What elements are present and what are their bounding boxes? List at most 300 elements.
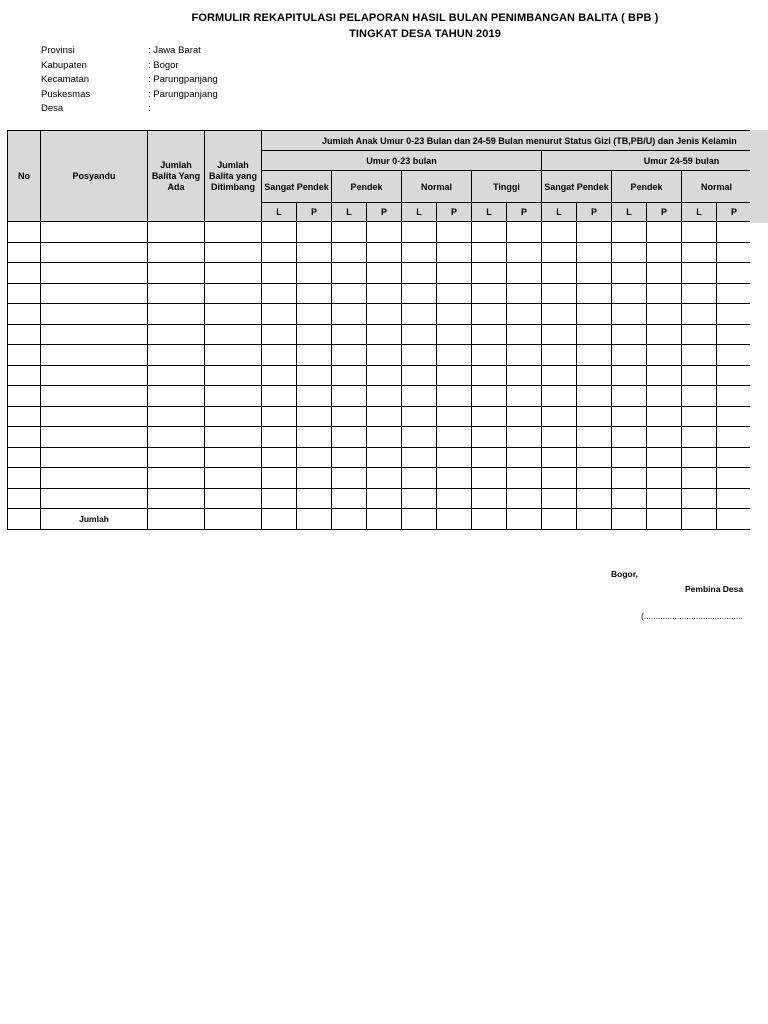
table-cell[interactable] [41,283,148,304]
table-cell[interactable] [437,406,472,427]
table-cell[interactable] [682,242,717,263]
table-cell[interactable] [507,324,542,345]
table-cell[interactable] [148,447,205,468]
table-cell[interactable] [367,324,402,345]
table-cell[interactable] [8,304,41,325]
table-cell[interactable] [332,447,367,468]
table-cell[interactable] [437,447,472,468]
table-cell[interactable] [297,488,332,509]
table-cell[interactable] [402,304,437,325]
table-cell[interactable] [205,304,262,325]
total-cell[interactable] [682,509,717,530]
table-cell[interactable] [332,324,367,345]
table-cell[interactable] [297,386,332,407]
table-cell[interactable] [647,447,682,468]
table-cell[interactable] [205,427,262,448]
table-cell[interactable] [682,345,717,366]
table-cell[interactable] [682,263,717,284]
table-cell[interactable] [717,447,751,468]
table-cell[interactable] [577,283,612,304]
table-cell[interactable] [577,488,612,509]
table-cell[interactable] [205,345,262,366]
table-cell[interactable] [367,222,402,243]
table-cell[interactable] [507,488,542,509]
table-cell[interactable] [41,406,148,427]
table-cell[interactable] [542,406,577,427]
table-cell[interactable] [647,406,682,427]
table-cell[interactable] [507,345,542,366]
table-cell[interactable] [542,263,577,284]
table-cell[interactable] [332,365,367,386]
header-umur-24-59: Umur 24-59 bulan [542,151,751,171]
table-cell[interactable] [41,488,148,509]
signature-place: Bogor, [611,569,638,579]
table-cell[interactable] [647,304,682,325]
header-p: P [647,203,682,222]
table-cell[interactable] [297,406,332,427]
info-label: Provinsi [41,45,75,56]
table-cell[interactable] [262,222,297,243]
table-cell[interactable] [542,427,577,448]
table-cell[interactable] [647,468,682,489]
table-cell[interactable] [8,386,41,407]
table-cell[interactable] [205,263,262,284]
table-cell[interactable] [577,468,612,489]
table-cell[interactable] [437,263,472,284]
table-cell[interactable] [262,365,297,386]
table-cell[interactable] [8,263,41,284]
table-cell[interactable] [472,242,507,263]
total-cell[interactable] [148,509,205,530]
table-cell[interactable] [682,386,717,407]
table-cell[interactable] [262,427,297,448]
info-row-puskesmas [41,88,218,103]
table-cell[interactable] [402,447,437,468]
table-cell[interactable] [367,427,402,448]
table-cell[interactable] [262,406,297,427]
table-cell[interactable] [205,242,262,263]
table-cell[interactable] [472,447,507,468]
table-cell[interactable] [148,283,205,304]
table-cell[interactable] [8,447,41,468]
header-l: L [682,203,717,222]
table-cell[interactable] [205,222,262,243]
info-row-kecamatan [41,73,218,88]
table-cell[interactable] [647,427,682,448]
table-cell[interactable] [612,468,647,489]
header-sangat-pendek-24-59: Sangat Pendek [542,171,612,203]
total-cell[interactable] [8,509,41,530]
table-cell[interactable] [148,386,205,407]
table-cell[interactable] [332,283,367,304]
table-cell[interactable] [148,222,205,243]
table-cell[interactable] [682,304,717,325]
table-cell[interactable] [542,447,577,468]
header-jumlah-balita-ada: Jumlah Balita Yang Ada [148,131,205,222]
table-cell[interactable] [612,427,647,448]
table-cell[interactable] [262,283,297,304]
table-cell[interactable] [297,427,332,448]
header-pendek-0-23: Pendek [332,171,402,203]
table-cell[interactable] [41,365,148,386]
table-cell[interactable] [8,406,41,427]
table-cell[interactable] [148,468,205,489]
table-cell[interactable] [402,345,437,366]
table-cell[interactable] [297,324,332,345]
table-cell[interactable] [682,447,717,468]
table-cell[interactable] [612,304,647,325]
table-cell[interactable] [8,488,41,509]
table-cell[interactable] [41,242,148,263]
table-cell[interactable] [612,324,647,345]
table-cell[interactable] [41,468,148,489]
table-cell[interactable] [682,427,717,448]
table-cell[interactable] [367,304,402,325]
table-cell[interactable] [612,283,647,304]
header-no: No [8,131,41,222]
table-cell[interactable] [542,365,577,386]
table-cell[interactable] [41,427,148,448]
table-cell[interactable] [332,222,367,243]
table-cell[interactable] [148,427,205,448]
table-cell[interactable] [402,222,437,243]
table-cell[interactable] [577,222,612,243]
table-cell[interactable] [297,242,332,263]
recap-table [7,130,750,530]
table-cell[interactable] [41,386,148,407]
table-cell[interactable] [577,386,612,407]
table-cell[interactable] [612,222,647,243]
table-cell[interactable] [577,427,612,448]
table-cell[interactable] [367,283,402,304]
table-cell[interactable] [148,304,205,325]
table-cell[interactable] [297,304,332,325]
table-cell[interactable] [682,222,717,243]
table-cell[interactable] [148,406,205,427]
total-cell[interactable] [332,509,367,530]
table-cell[interactable] [717,365,751,386]
table-cell[interactable] [332,406,367,427]
table-cell[interactable] [437,345,472,366]
table-cell[interactable] [262,386,297,407]
table-cell[interactable] [367,263,402,284]
table-cell[interactable] [297,222,332,243]
table-cell[interactable] [507,283,542,304]
table-cell[interactable] [8,468,41,489]
table-cell[interactable] [8,283,41,304]
table-cell[interactable] [41,345,148,366]
table-cell[interactable] [8,345,41,366]
table-cell[interactable] [148,488,205,509]
table-cell[interactable] [367,468,402,489]
table-cell[interactable] [647,488,682,509]
table-cell[interactable] [402,324,437,345]
table-cell[interactable] [332,468,367,489]
table-cell[interactable] [612,386,647,407]
table-cell[interactable] [472,468,507,489]
table-cell[interactable] [717,488,751,509]
table-cell[interactable] [472,406,507,427]
table-row [8,283,751,304]
table-cell[interactable] [332,242,367,263]
table-cell[interactable] [262,324,297,345]
table-cell[interactable] [542,242,577,263]
table-cell[interactable] [577,263,612,284]
table-cell[interactable] [612,365,647,386]
table-cell[interactable] [297,263,332,284]
total-cell[interactable] [717,509,751,530]
table-cell[interactable] [507,427,542,448]
table-cell[interactable] [205,447,262,468]
total-cell[interactable] [472,509,507,530]
table-cell[interactable] [647,242,682,263]
table-cell[interactable] [647,365,682,386]
total-cell[interactable] [367,509,402,530]
table-cell[interactable] [472,345,507,366]
table-cell[interactable] [205,386,262,407]
table-cell[interactable] [402,468,437,489]
table-cell[interactable] [717,345,751,366]
total-cell[interactable] [437,509,472,530]
table-cell[interactable] [682,468,717,489]
table-cell[interactable] [507,222,542,243]
table-cell[interactable] [262,304,297,325]
table-row [8,324,751,345]
table-cell[interactable] [205,468,262,489]
total-cell[interactable] [507,509,542,530]
table-cell[interactable] [402,263,437,284]
table-cell[interactable] [542,324,577,345]
table-row [8,488,751,509]
table-cell[interactable] [472,365,507,386]
table-cell[interactable] [148,263,205,284]
total-cell[interactable] [205,509,262,530]
table-cell[interactable] [682,365,717,386]
table-cell[interactable] [472,488,507,509]
table-cell[interactable] [367,386,402,407]
total-cell[interactable] [402,509,437,530]
table-cell[interactable] [612,263,647,284]
table-cell[interactable] [332,427,367,448]
table-cell[interactable] [577,345,612,366]
table-cell[interactable] [332,345,367,366]
table-cell[interactable] [402,365,437,386]
table-cell[interactable] [507,386,542,407]
table-cell[interactable] [717,263,751,284]
table-cell[interactable] [367,406,402,427]
table-cell[interactable] [472,283,507,304]
header-posyandu: Posyandu [41,131,148,222]
table-cell[interactable] [437,242,472,263]
table-cell[interactable] [612,242,647,263]
table-cell[interactable] [542,283,577,304]
table-cell[interactable] [8,365,41,386]
table-cell[interactable] [612,406,647,427]
table-cell[interactable] [262,242,297,263]
table-cell[interactable] [41,222,148,243]
total-row [8,509,751,530]
table-cell[interactable] [717,304,751,325]
table-cell[interactable] [472,386,507,407]
table-cell[interactable] [262,263,297,284]
table-cell[interactable] [682,406,717,427]
table-cell[interactable] [717,283,751,304]
table-cell[interactable] [577,304,612,325]
table-cell[interactable] [367,242,402,263]
table-cell[interactable] [402,242,437,263]
table-cell[interactable] [297,345,332,366]
total-cell[interactable] [577,509,612,530]
table-cell[interactable] [262,488,297,509]
table-cell[interactable] [332,304,367,325]
table-cell[interactable] [717,427,751,448]
info-row-provinsi [41,44,218,59]
table-cell[interactable] [262,447,297,468]
table-cell[interactable] [542,345,577,366]
table-cell[interactable] [717,222,751,243]
table-cell[interactable] [647,263,682,284]
table-cell[interactable] [647,345,682,366]
total-cell[interactable] [647,509,682,530]
table-cell[interactable] [437,365,472,386]
table-row [8,263,751,284]
table-cell[interactable] [577,242,612,263]
table-cell[interactable] [402,427,437,448]
header-l: L [402,203,437,222]
table-cell[interactable] [507,447,542,468]
table-cell[interactable] [437,386,472,407]
table-cell[interactable] [437,427,472,448]
info-row-kabupaten [41,59,218,74]
table-cell[interactable] [402,488,437,509]
table-cell[interactable] [41,324,148,345]
table-cell[interactable] [437,468,472,489]
table-header [8,131,751,222]
table-cell[interactable] [542,222,577,243]
table-cell[interactable] [402,283,437,304]
table-cell[interactable] [41,447,148,468]
table-cell[interactable] [437,222,472,243]
table-cell[interactable] [682,324,717,345]
form-subtitle: TINGKAT DESA TAHUN 2019 [349,28,501,40]
table-cell[interactable] [577,447,612,468]
table-cell[interactable] [647,283,682,304]
info-value: : [148,103,151,114]
table-cell[interactable] [402,406,437,427]
table-cell[interactable] [717,242,751,263]
total-cell[interactable] [542,509,577,530]
table-cell[interactable] [297,283,332,304]
table-cell[interactable] [647,324,682,345]
table-cell[interactable] [612,447,647,468]
table-cell[interactable] [472,304,507,325]
table-cell[interactable] [205,406,262,427]
table-row [8,345,751,366]
total-cell[interactable] [612,509,647,530]
table-cell[interactable] [577,406,612,427]
table-cell[interactable] [8,242,41,263]
header-normal-0-23: Normal [402,171,472,203]
table-cell[interactable] [8,324,41,345]
table-cell[interactable] [367,488,402,509]
table-cell[interactable] [332,263,367,284]
table-cell[interactable] [437,488,472,509]
table-cell[interactable] [205,488,262,509]
table-cell[interactable] [472,222,507,243]
table-cell[interactable] [332,488,367,509]
table-cell[interactable] [437,283,472,304]
table-cell[interactable] [297,365,332,386]
table-cell[interactable] [402,386,437,407]
table-cell[interactable] [148,345,205,366]
table-cell[interactable] [472,427,507,448]
table-cell[interactable] [612,488,647,509]
table-cell[interactable] [542,468,577,489]
table-cell[interactable] [205,365,262,386]
table-cell[interactable] [41,263,148,284]
table-row [8,365,751,386]
table-row [8,406,751,427]
table-cell[interactable] [8,222,41,243]
table-cell[interactable] [507,468,542,489]
table-cell[interactable] [205,324,262,345]
table-cell[interactable] [437,324,472,345]
table-cell[interactable] [148,242,205,263]
table-cell[interactable] [437,304,472,325]
table-cell[interactable] [297,447,332,468]
table-cell[interactable] [332,386,367,407]
table-cell[interactable] [262,345,297,366]
table-cell[interactable] [647,222,682,243]
table-cell[interactable] [205,283,262,304]
table-cell[interactable] [297,468,332,489]
total-cell[interactable] [262,509,297,530]
table-cell[interactable] [647,386,682,407]
total-cell[interactable] [297,509,332,530]
table-cell[interactable] [542,488,577,509]
table-cell[interactable] [542,304,577,325]
table-cell[interactable] [472,324,507,345]
table-cell[interactable] [612,345,647,366]
table-cell[interactable] [682,488,717,509]
table-cell[interactable] [717,386,751,407]
table-cell[interactable] [507,242,542,263]
table-cell[interactable] [472,263,507,284]
table-cell[interactable] [577,324,612,345]
table-cell[interactable] [682,283,717,304]
header-normal-24-59: Normal [682,171,751,203]
table-cell[interactable] [41,304,148,325]
info-value: : Bogor [148,59,179,71]
table-cell[interactable] [8,427,41,448]
table-cell[interactable] [507,263,542,284]
table-cell[interactable] [367,345,402,366]
table-cell[interactable] [542,386,577,407]
table-cell[interactable] [577,365,612,386]
table-cell[interactable] [717,406,751,427]
table-cell[interactable] [717,324,751,345]
table-cell[interactable] [507,365,542,386]
table-cell[interactable] [507,406,542,427]
table-cell[interactable] [148,365,205,386]
table-cell[interactable] [717,468,751,489]
table-cell[interactable] [367,447,402,468]
table-cell[interactable] [507,304,542,325]
table-cell[interactable] [262,468,297,489]
table-cell[interactable] [367,365,402,386]
table-cell[interactable] [148,324,205,345]
header-tinggi-0-23: Tinggi [472,171,542,203]
